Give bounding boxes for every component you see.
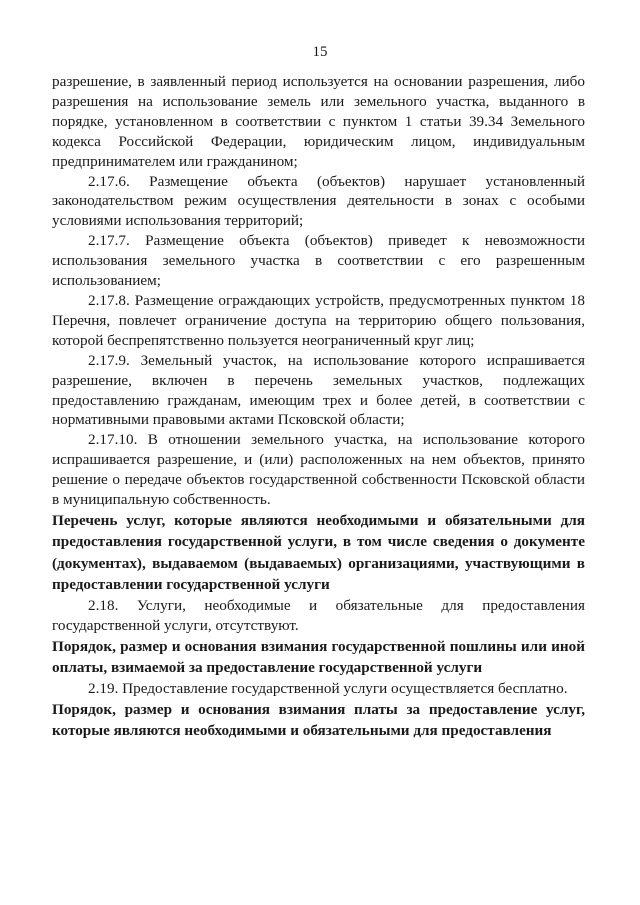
paragraph-2-17-6: 2.17.6. Размещение объекта (объектов) нарушает установленный законодательством режим осуществления деятельности в зонах с особыми условиями использования территорий; [52,172,585,230]
page-number: 15 [312,44,328,60]
paragraph-2-17-7: 2.17.7. Размещение объекта (объектов) приведет к невозможности использования земельного участка в соответствии с его разрешенным использованием; [52,232,585,290]
section-heading-services: Перечень услуг, которые являются необходимыми и обязательными для предоставления государственной услуги, в том числе сведения о документе (документах), выдаваемом (выдаваемых) организациями, участвующими в предоставлении государственной услуги [52,511,585,594]
section-heading-payment: Порядок, размер и основания взимания платы за предоставление услуг, которые являются необходимыми и обязательными для предоставления [52,700,585,740]
paragraph-2-17-10: 2.17.10. В отношении земельного участка, на использование которого испрашивается разрешение, и (или) расположенных на нем объектов, принято решение о передаче объектов государственной собственности Псковской области в муниципальную собственность. [52,431,585,509]
paragraph-2-17-9: 2.17.9. Земельный участок, на использование которого испрашивается разрешение, включен в перечень земельных участков, подлежащих предоставлению гражданам, имеющим трех и более детей, в соответствии с нормативными правовыми актами Псковской области; [52,351,585,429]
paragraph-2-17-8: 2.17.8. Размещение ограждающих устройств, предусмотренных пунктом 18 Перечня, повлечет ограничение доступа на территорию общего пользования, которой беспрепятственно пользуется неограниченный круг лиц; [52,291,585,349]
paragraph-2-18: 2.18. Услуги, необходимые и обязательные для предоставления государственной услуги, отсутствуют. [52,596,585,634]
paragraph-continuation: разрешение, в заявленный период используется на основании разрешения, либо разрешения на использование земель или земельного участка, выданного в порядке, установленном в соответствии с пунктом 1 статьи 39.34 Земельного кодекса Российской Федерации, юридическим лицом, индивидуальным предпринимателем или гражданином; [52,73,585,170]
paragraph-2-19: 2.19. Предоставление государственной услуги осуществляется бесплатно. [88,679,568,697]
section-heading-fee: Порядок, размер и основания взимания государственной пошлины или иной оплаты, взимаемой за предоставление государственной услуги [52,637,585,677]
document-body [52,72,585,742]
